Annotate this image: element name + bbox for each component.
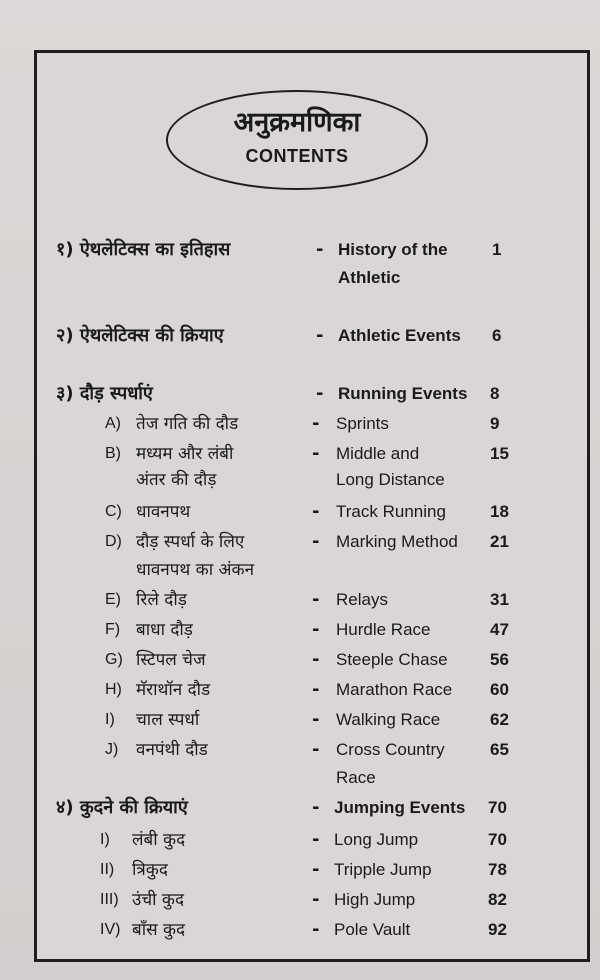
sub-label: F) — [105, 621, 121, 638]
sub-label: A) — [105, 415, 121, 432]
sub-english: Long Jump — [334, 830, 419, 849]
separator-dash: - — [312, 797, 320, 818]
entry-english: Athletic Events — [338, 326, 461, 345]
title-english: CONTENTS — [245, 146, 349, 166]
sub-hindi: बाँस कुद — [132, 920, 186, 940]
entry-page: 8 — [490, 384, 500, 403]
entry-english: Running Events — [338, 384, 468, 403]
separator-dash: - — [312, 619, 320, 640]
sub-label: B) — [105, 445, 121, 462]
entry-english-cont: Athletic — [338, 268, 401, 287]
sub-english-cont: Race — [336, 768, 376, 787]
sub-label: I) — [105, 711, 115, 728]
separator-dash: - — [316, 239, 324, 260]
sub-hindi-cont: अंतर की दौड़ — [136, 470, 217, 490]
sub-page: 65 — [490, 740, 509, 759]
entry-page: 70 — [488, 798, 507, 817]
sub-english: Hurdle Race — [336, 620, 431, 639]
sub-label: IV) — [100, 921, 121, 938]
sub-label: I) — [100, 831, 110, 848]
sub-english: Cross Country — [336, 740, 445, 759]
sub-hindi: त्रिकुद — [132, 860, 168, 880]
sub-english-cont: Long Distance — [336, 470, 445, 489]
sub-page: 82 — [488, 890, 507, 909]
entry-english: History of the — [338, 240, 448, 259]
separator-dash: - — [312, 679, 320, 700]
separator-dash: - — [312, 829, 320, 850]
sub-page: 47 — [490, 620, 509, 639]
sub-hindi: स्टिपल चेज — [136, 650, 206, 670]
sub-english: Walking Race — [336, 710, 441, 729]
separator-dash: - — [312, 889, 320, 910]
toc-entry-history-cont — [0, 264, 600, 304]
sub-english: Middle and — [336, 444, 420, 463]
entry-english: Jumping Events — [334, 798, 466, 817]
sub-english: Tripple Jump — [334, 860, 432, 879]
separator-dash: - — [312, 739, 320, 760]
sub-hindi-cont: धावनपथ का अंकन — [136, 560, 255, 580]
sub-hindi: चाल स्पर्धा — [136, 710, 200, 730]
sub-page: 18 — [490, 502, 509, 521]
sub-label: E) — [105, 591, 121, 608]
title-hindi: अनुक्रमणिका — [233, 107, 361, 138]
separator-dash: - — [312, 413, 320, 434]
separator-dash: - — [312, 531, 320, 552]
sub-hindi: धावनपथ — [136, 502, 191, 522]
entry-page: 6 — [492, 326, 502, 345]
separator-dash: - — [312, 589, 320, 610]
sub-hindi: दौड़ स्पर्धा के लिए — [136, 532, 245, 552]
sub-hindi: बाधा दौड़ — [136, 620, 193, 640]
sub-page: 62 — [490, 710, 509, 729]
separator-dash: - — [312, 859, 320, 880]
sub-hindi: रिले दौड़ — [136, 590, 187, 610]
sub-hindi: उंची कुद — [132, 890, 185, 910]
entry-hindi: १) ऐथलेटिक्स का इतिहास — [56, 239, 231, 260]
sub-page: 60 — [490, 680, 509, 699]
sub-english: Sprints — [336, 414, 389, 433]
sub-hindi: लंबी कुद — [132, 830, 186, 850]
sub-label: J) — [105, 741, 119, 758]
sub-label: G) — [105, 651, 123, 668]
separator-dash: - — [312, 649, 320, 670]
sub-page: 31 — [490, 590, 509, 609]
sub-hindi: मध्यम और लंबी — [136, 444, 234, 464]
sub-english: Pole Vault — [334, 920, 411, 939]
separator-dash: - — [312, 919, 320, 940]
separator-dash: - — [316, 325, 324, 346]
sub-label: III) — [100, 891, 119, 908]
entry-hindi: ३) दौड़ स्पर्धाएं — [56, 383, 153, 404]
sub-english: Steeple Chase — [336, 650, 448, 669]
sub-english: Track Running — [336, 502, 446, 521]
sub-page: 9 — [490, 414, 500, 433]
toc-entry-athletic-events — [0, 322, 600, 362]
sub-page: 92 — [488, 920, 507, 939]
sub-label: D) — [105, 533, 122, 550]
sub-label: H) — [105, 681, 122, 698]
sub-label: II) — [100, 861, 115, 878]
sub-page: 56 — [490, 650, 509, 669]
entry-hindi: ४) कुदने की क्रियाएं — [56, 797, 188, 818]
sub-page: 78 — [488, 860, 507, 879]
sub-english: Relays — [336, 590, 388, 609]
separator-dash: - — [316, 383, 324, 404]
toc-sub-pole-vault — [0, 916, 600, 956]
sub-page: 15 — [490, 444, 509, 463]
sub-english: High Jump — [334, 890, 416, 909]
separator-dash: - — [312, 501, 320, 522]
sub-hindi: तेज गति की दौड — [136, 414, 239, 434]
sub-hindi: वनपंथी दौड — [136, 740, 208, 760]
entry-page: 1 — [492, 240, 502, 259]
sub-page: 21 — [490, 532, 509, 551]
sub-page: 70 — [488, 830, 507, 849]
sub-label: C) — [105, 503, 122, 520]
entry-hindi: २) ऐथलेटिक्स की क्रियाए — [56, 325, 224, 346]
sub-english: Marking Method — [336, 532, 458, 551]
separator-dash: - — [312, 709, 320, 730]
separator-dash: - — [312, 443, 320, 464]
sub-english: Marathon Race — [336, 680, 453, 699]
sub-hindi: मॅराथॉन दौड — [136, 680, 211, 700]
